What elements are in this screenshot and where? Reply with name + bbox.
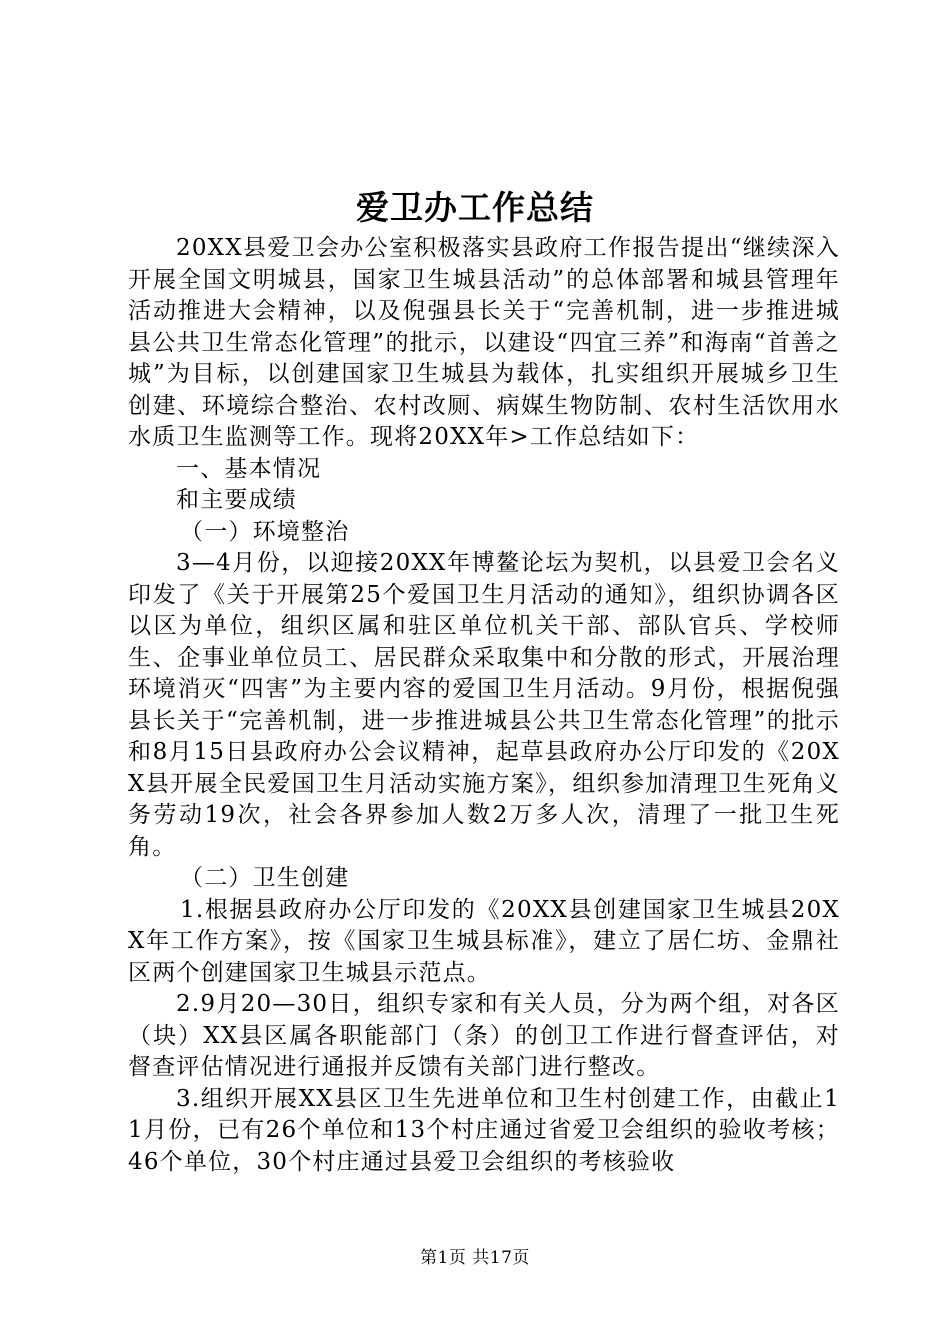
subsection-heading-environment: （一）环境整治 [180,518,350,545]
section-heading-basic: 一、基本情况 [176,455,322,482]
list-item-1: 1.根据县政府办公厅印发的《20XX县创建国家卫生城县20XX年工作方案》，按《国家卫生城县标准》，建立了居仁坊、金鼎社区两个创建国家卫生城县示范点。 [128,896,840,986]
page-number: 第1页 共17页 [420,1248,530,1268]
section-heading-achievements: 和主要成绩 [176,487,297,513]
paragraph-environment: 3—4月份，以迎接20XX年博鳌论坛为契机，以县爱卫会名义印发了《关于开展第25个爱国卫生月活动的通知》，组织协调各区以区为单位，组织区属和驻区单位机关干部、部队官兵、学校师生、企事业单位员工、居民群众采取集中和分散的形式，开展治理环境消灭“四害”为主要内容的爱国卫生月活动。9月份，根据倪强县长关于“完善机制，进一步推进城县公共卫生常态化管理”的批示和8月15日县政府办公会议精神，起草县政府办公厅印发的《20XX县开展全民爱国卫生月活动实施方案》，组织参加清理卫生死角义务劳动19次，社会各界参加人数2万多人次，清理了一批卫生死角。 [128,550,840,860]
document-title: 爱卫办工作总结 [356,188,594,227]
document-body [128,233,840,1178]
subsection-heading-health-creation: （二）卫生创建 [180,865,350,891]
list-item-3: 3.组织开展XX县区卫生先进单位和卫生村创建工作，由截止11月份，已有26个单位和13个村庄通过省爱卫会组织的验收考核；46个单位，30个村庄通过县爱卫会组织的考核验收 [128,1085,840,1175]
paragraph-intro: 20XX县爱卫会办公室积极落实县政府工作报告提出“继续深入开展全国文明城县，国家卫生城县活动”的总体部署和城县管理年活动推进大会精神，以及倪强县长关于“完善机制，进一步推进城县公共卫生常态化管理”的批示，以建设“四宜三养”和海南“首善之城”为目标，以创建国家卫生城县为载体，扎实组织开展城乡卫生创建、环境综合整治、农村改厕、病媒生物防制、农村生活饮用水水质卫生监测等工作。现将20XX年>工作总结如下： [128,235,840,450]
list-item-2: 2.9月20—30日，组织专家和有关人员，分为两个组，对各区（块）XX县区属各职能部门（条）的创卫工作进行督查评估，对督查评估情况进行通报并反馈有关部门进行整改。 [128,991,840,1080]
